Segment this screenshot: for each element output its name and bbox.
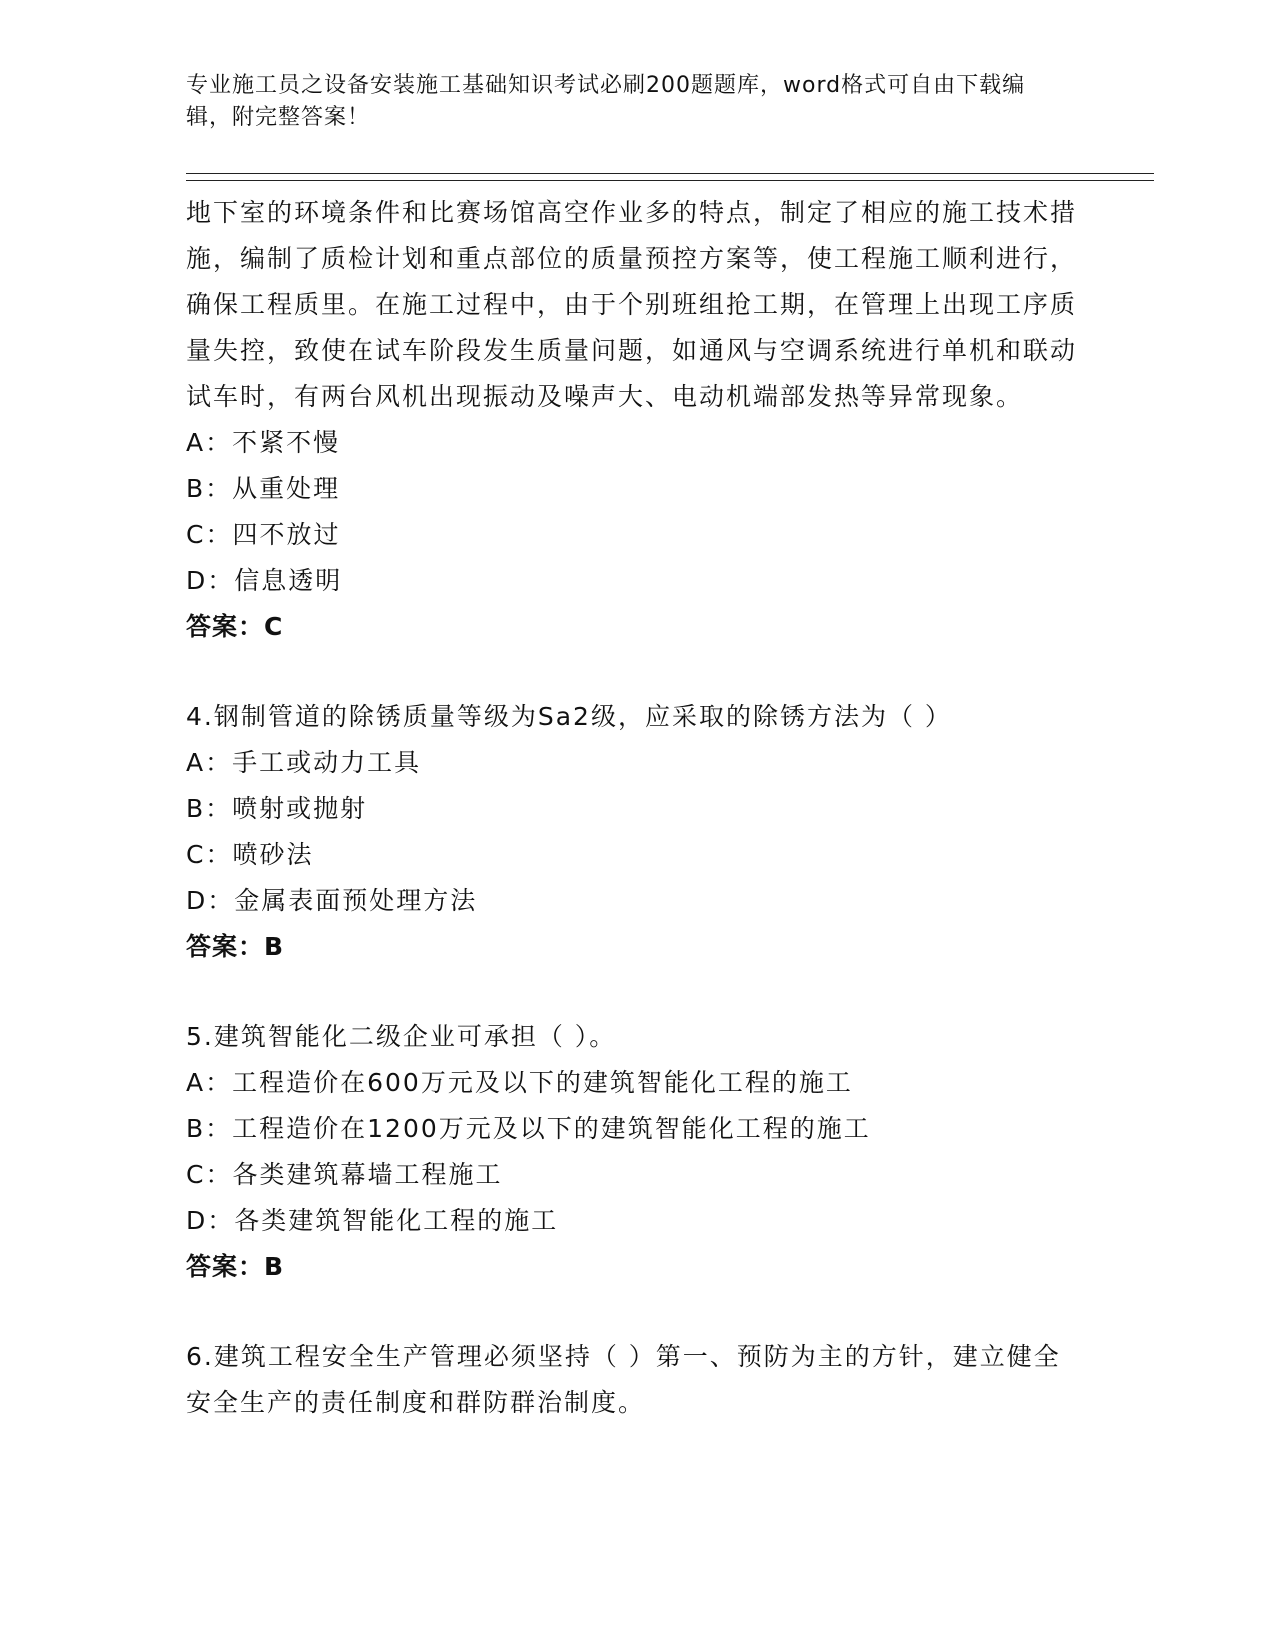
question-stem: 5.建筑智能化二级企业可承担（ ）。 — [186, 1022, 617, 1051]
question-stem: 6.建筑工程安全生产管理必须坚持（ ）第一、预防为主的方针，建立健全安全生产的责任制度和群防群治制度。 — [186, 1342, 1061, 1417]
option-b: B：工程造价在1200万元及以下的建筑智能化工程的施工 — [186, 1114, 871, 1143]
document-header — [186, 70, 1066, 134]
option-d: D：信息透明 — [186, 566, 343, 595]
option-d: D：金属表面预处理方法 — [186, 886, 478, 915]
question-block-6 — [186, 1334, 1086, 1426]
option-a: A：工程造价在600万元及以下的建筑智能化工程的施工 — [186, 1068, 853, 1097]
answer: 答案：B — [186, 1252, 285, 1281]
question-block-4 — [186, 694, 1086, 970]
document-title: 专业施工员之设备安装施工基础知识考试必刷200题题库，word格式可自由下载编辑，附完整答案！ — [186, 73, 1026, 130]
answer: 答案：B — [186, 932, 285, 961]
option-a: A：手工或动力工具 — [186, 748, 422, 777]
option-d: D：各类建筑智能化工程的施工 — [186, 1206, 559, 1235]
question-block-3 — [186, 190, 1086, 650]
question-list — [186, 190, 1086, 1426]
question-stem: 地下室的环境条件和比赛场馆高空作业多的特点，制定了相应的施工技术措施，编制了质检计划和重点部位的质量预控方案等，使工程施工顺利进行，确保工程质里。在施工过程中，由于个别班组抢工期，在管理上出现工序质量失控，致使在试车阶段发生质量问题，如通风与空调系统进行单机和联动试车时，有两台风机出现振动及噪声大、电动机端部发热等异常现象。 — [186, 198, 1078, 411]
question-spacer — [186, 970, 1086, 1014]
header-rule-bottom — [186, 180, 1154, 181]
answer: 答案：C — [186, 612, 284, 641]
option-b: B：从重处理 — [186, 474, 341, 503]
option-c: C：喷砂法 — [186, 840, 314, 869]
question-spacer — [186, 650, 1086, 694]
question-stem: 4.钢制管道的除锈质量等级为Sa2级，应采取的除锈方法为（ ） — [186, 702, 952, 731]
option-c: C：各类建筑幕墙工程施工 — [186, 1160, 503, 1189]
option-b: B：喷射或抛射 — [186, 794, 368, 823]
option-a: A：不紧不慢 — [186, 428, 341, 457]
question-block-5 — [186, 1014, 1086, 1290]
header-rule-top — [186, 173, 1154, 174]
question-spacer — [186, 1290, 1086, 1334]
option-c: C：四不放过 — [186, 520, 341, 549]
